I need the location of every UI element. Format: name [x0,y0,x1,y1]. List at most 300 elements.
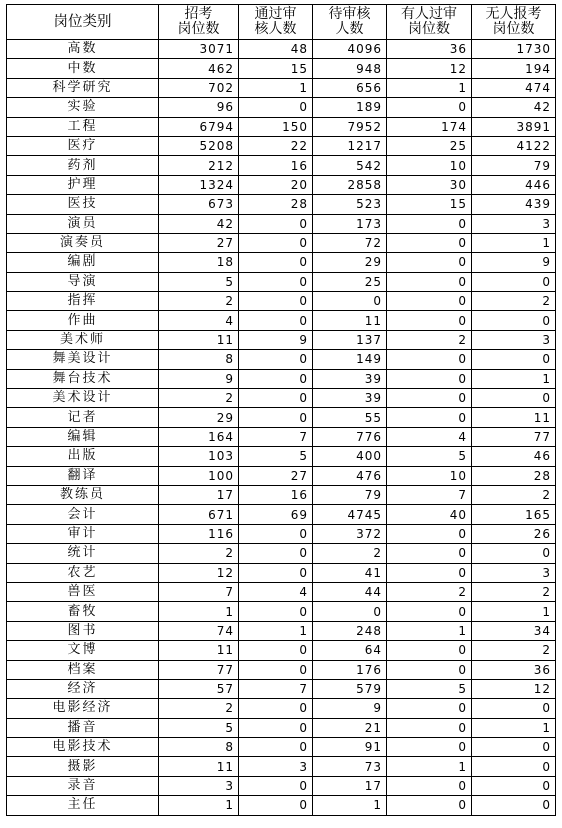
approved-positions-cell: 0 [387,524,472,543]
category-cell: 医技 [7,195,159,214]
positions-cell: 3071 [159,40,239,59]
no-applicant-positions-cell: 0 [472,272,556,291]
pending-cell: 137 [313,330,387,349]
table-row [7,602,556,621]
table-row [7,621,556,640]
pending-cell: 4745 [313,505,387,524]
no-applicant-positions-cell: 0 [472,699,556,718]
category-cell: 电影经济 [7,699,159,718]
category-cell: 审计 [7,524,159,543]
header-positions [159,5,239,40]
no-applicant-positions-cell: 34 [472,621,556,640]
category-cell: 舞台技术 [7,369,159,388]
approved-positions-cell: 0 [387,369,472,388]
pending-cell: 248 [313,621,387,640]
category-cell: 导演 [7,272,159,291]
pending-cell: 1217 [313,136,387,155]
approved-positions-cell: 0 [387,272,472,291]
approved-cell: 0 [239,292,313,311]
table-row [7,59,556,78]
category-cell: 会计 [7,505,159,524]
category-cell: 演员 [7,214,159,233]
pending-cell: 656 [313,78,387,97]
pending-cell: 476 [313,466,387,485]
no-applicant-positions-cell: 0 [472,776,556,795]
statistics-table [6,4,556,816]
approved-cell: 0 [239,718,313,737]
table-row [7,563,556,582]
table-row [7,311,556,330]
table-row [7,369,556,388]
approved-cell: 0 [239,272,313,291]
approved-cell: 0 [239,544,313,563]
approved-positions-cell: 0 [387,214,472,233]
approved-positions-cell: 0 [387,233,472,252]
no-applicant-positions-cell: 1 [472,369,556,388]
approved-positions-cell: 1 [387,78,472,97]
category-cell: 播音 [7,718,159,737]
approved-positions-cell: 0 [387,98,472,117]
positions-cell: 1 [159,602,239,621]
category-cell: 编剧 [7,253,159,272]
approved-positions-cell: 30 [387,175,472,194]
category-cell: 工程 [7,117,159,136]
approved-cell: 27 [239,466,313,485]
table-row [7,582,556,601]
approved-cell: 0 [239,408,313,427]
category-cell: 编辑 [7,427,159,446]
header-line: 岗位类别 [53,13,112,30]
pending-cell: 73 [313,757,387,776]
category-cell: 科学研究 [7,78,159,97]
approved-cell: 0 [239,660,313,679]
category-cell: 指挥 [7,292,159,311]
pending-cell: 776 [313,427,387,446]
pending-cell: 55 [313,408,387,427]
pending-cell: 25 [313,272,387,291]
approved-cell: 0 [239,214,313,233]
approved-positions-cell: 0 [387,544,472,563]
table-row [7,776,556,795]
category-cell: 兽医 [7,582,159,601]
table-row [7,233,556,252]
category-cell: 实验 [7,98,159,117]
header-pending [313,5,387,40]
no-applicant-positions-cell: 3 [472,214,556,233]
approved-positions-cell: 0 [387,641,472,660]
category-cell: 演奏员 [7,233,159,252]
pending-cell: 0 [313,292,387,311]
header-line: 岗位数 [408,21,450,37]
pending-cell: 11 [313,311,387,330]
no-applicant-positions-cell: 2 [472,582,556,601]
no-applicant-positions-cell: 0 [472,311,556,330]
table-row [7,117,556,136]
approved-cell: 0 [239,563,313,582]
positions-cell: 103 [159,447,239,466]
positions-cell: 1 [159,796,239,815]
category-cell: 出版 [7,447,159,466]
no-applicant-positions-cell: 2 [472,292,556,311]
positions-cell: 4 [159,311,239,330]
pending-cell: 39 [313,389,387,408]
pending-cell: 9 [313,699,387,718]
approved-positions-cell: 0 [387,718,472,737]
pending-cell: 2 [313,544,387,563]
no-applicant-positions-cell: 11 [472,408,556,427]
positions-cell: 2 [159,389,239,408]
positions-cell: 2 [159,544,239,563]
approved-cell: 9 [239,330,313,349]
approved-cell: 0 [239,253,313,272]
positions-cell: 5208 [159,136,239,155]
positions-cell: 462 [159,59,239,78]
approved-positions-cell: 25 [387,136,472,155]
no-applicant-positions-cell: 3 [472,563,556,582]
table-row [7,272,556,291]
no-applicant-positions-cell: 474 [472,78,556,97]
positions-cell: 8 [159,738,239,757]
category-cell: 畜牧 [7,602,159,621]
positions-cell: 17 [159,485,239,504]
no-applicant-positions-cell: 0 [472,757,556,776]
header-line: 岗位数 [177,21,220,37]
header-category [7,5,159,40]
header-line: 岗位数 [492,21,535,37]
positions-cell: 5 [159,718,239,737]
table-row [7,78,556,97]
approved-cell: 48 [239,40,313,59]
approved-cell: 69 [239,505,313,524]
positions-cell: 12 [159,563,239,582]
pending-cell: 17 [313,776,387,795]
table-row [7,718,556,737]
pending-cell: 523 [313,195,387,214]
positions-cell: 74 [159,621,239,640]
approved-positions-cell: 0 [387,350,472,369]
table-row [7,447,556,466]
pending-cell: 29 [313,253,387,272]
no-applicant-positions-cell: 26 [472,524,556,543]
pending-cell: 579 [313,679,387,698]
no-applicant-positions-cell: 2 [472,485,556,504]
header-line: 人数 [335,21,364,37]
approved-positions-cell: 0 [387,253,472,272]
approved-positions-cell: 5 [387,447,472,466]
positions-cell: 8 [159,350,239,369]
category-cell: 药剂 [7,156,159,175]
table-row [7,679,556,698]
no-applicant-positions-cell: 1730 [472,40,556,59]
table-row [7,544,556,563]
approved-positions-cell: 0 [387,389,472,408]
table-row [7,40,556,59]
positions-cell: 3 [159,776,239,795]
no-applicant-positions-cell: 194 [472,59,556,78]
pending-cell: 64 [313,641,387,660]
approved-cell: 22 [239,136,313,155]
approved-cell: 0 [239,233,313,252]
no-applicant-positions-cell: 77 [472,427,556,446]
positions-cell: 11 [159,641,239,660]
no-applicant-positions-cell: 0 [472,544,556,563]
category-cell: 文博 [7,641,159,660]
positions-cell: 702 [159,78,239,97]
category-cell: 中数 [7,59,159,78]
approved-positions-cell: 15 [387,195,472,214]
category-cell: 统计 [7,544,159,563]
pending-cell: 372 [313,524,387,543]
approved-cell: 0 [239,98,313,117]
no-applicant-positions-cell: 36 [472,660,556,679]
approved-cell: 0 [239,311,313,330]
no-applicant-positions-cell: 1 [472,602,556,621]
pending-cell: 2858 [313,175,387,194]
header-line: 待审核 [328,6,371,22]
pending-cell: 176 [313,660,387,679]
positions-cell: 5 [159,272,239,291]
no-applicant-positions-cell: 3 [472,330,556,349]
approved-cell: 1 [239,621,313,640]
approved-cell: 16 [239,485,313,504]
table-row [7,660,556,679]
approved-positions-cell: 12 [387,59,472,78]
approved-cell: 3 [239,757,313,776]
table-row [7,350,556,369]
table-row [7,524,556,543]
positions-cell: 212 [159,156,239,175]
approved-positions-cell: 0 [387,292,472,311]
approved-cell: 0 [239,350,313,369]
approved-cell: 0 [239,602,313,621]
positions-cell: 11 [159,330,239,349]
approved-positions-cell: 0 [387,408,472,427]
no-applicant-positions-cell: 46 [472,447,556,466]
approved-cell: 0 [239,641,313,660]
approved-cell: 0 [239,796,313,815]
approved-positions-cell: 0 [387,699,472,718]
table-row [7,641,556,660]
positions-cell: 116 [159,524,239,543]
no-applicant-positions-cell: 28 [472,466,556,485]
no-applicant-positions-cell: 439 [472,195,556,214]
pending-cell: 0 [313,602,387,621]
table-header [7,5,556,40]
table-row [7,175,556,194]
pending-cell: 542 [313,156,387,175]
no-applicant-positions-cell: 4122 [472,136,556,155]
table-row [7,796,556,815]
header-positions-with-approved [387,5,472,40]
approved-positions-cell: 5 [387,679,472,698]
positions-cell: 96 [159,98,239,117]
positions-cell: 2 [159,699,239,718]
positions-cell: 100 [159,466,239,485]
pending-cell: 91 [313,738,387,757]
positions-cell: 27 [159,233,239,252]
approved-cell: 7 [239,679,313,698]
approved-positions-cell: 1 [387,757,472,776]
approved-cell: 4 [239,582,313,601]
pending-cell: 39 [313,369,387,388]
approved-positions-cell: 7 [387,485,472,504]
pending-cell: 400 [313,447,387,466]
no-applicant-positions-cell: 3891 [472,117,556,136]
no-applicant-positions-cell: 0 [472,389,556,408]
header-line: 招考 [184,6,213,22]
positions-cell: 2 [159,292,239,311]
approved-cell: 0 [239,389,313,408]
category-cell: 记者 [7,408,159,427]
positions-cell: 18 [159,253,239,272]
positions-cell: 42 [159,214,239,233]
table-row [7,738,556,757]
table-row [7,330,556,349]
header-line: 有人过审 [401,6,457,22]
category-cell: 录音 [7,776,159,795]
pending-cell: 72 [313,233,387,252]
table-body [7,40,556,816]
no-applicant-positions-cell: 1 [472,233,556,252]
table-row [7,292,556,311]
approved-positions-cell: 0 [387,738,472,757]
table-row [7,136,556,155]
positions-cell: 671 [159,505,239,524]
approved-positions-cell: 36 [387,40,472,59]
category-cell: 电影技术 [7,738,159,757]
header-line: 核人数 [254,21,297,37]
table-row [7,505,556,524]
table-row [7,98,556,117]
category-cell: 摄影 [7,757,159,776]
category-cell: 教练员 [7,485,159,504]
category-cell: 翻译 [7,466,159,485]
pending-cell: 173 [313,214,387,233]
pending-cell: 1 [313,796,387,815]
approved-positions-cell: 4 [387,427,472,446]
approved-positions-cell: 174 [387,117,472,136]
approved-cell: 28 [239,195,313,214]
pending-cell: 149 [313,350,387,369]
no-applicant-positions-cell: 165 [472,505,556,524]
category-cell: 美术师 [7,330,159,349]
approved-positions-cell: 0 [387,602,472,621]
positions-cell: 77 [159,660,239,679]
positions-cell: 11 [159,757,239,776]
category-cell: 舞美设计 [7,350,159,369]
positions-cell: 9 [159,369,239,388]
positions-cell: 57 [159,679,239,698]
table-row [7,253,556,272]
positions-cell: 29 [159,408,239,427]
header-positions-no-applicants [472,5,556,40]
approved-positions-cell: 2 [387,330,472,349]
table-row [7,195,556,214]
category-cell: 主任 [7,796,159,815]
table-row [7,757,556,776]
category-cell: 作曲 [7,311,159,330]
no-applicant-positions-cell: 42 [472,98,556,117]
approved-cell: 1 [239,78,313,97]
pending-cell: 79 [313,485,387,504]
approved-cell: 5 [239,447,313,466]
approved-cell: 7 [239,427,313,446]
pending-cell: 4096 [313,40,387,59]
header-line: 无人报考 [485,6,542,22]
pending-cell: 948 [313,59,387,78]
table-row [7,427,556,446]
category-cell: 经济 [7,679,159,698]
table-row [7,408,556,427]
category-cell: 农艺 [7,563,159,582]
approved-cell: 0 [239,524,313,543]
positions-cell: 6794 [159,117,239,136]
table-row [7,156,556,175]
pending-cell: 21 [313,718,387,737]
category-cell: 高数 [7,40,159,59]
category-cell: 档案 [7,660,159,679]
table-row [7,389,556,408]
positions-cell: 673 [159,195,239,214]
no-applicant-positions-cell: 9 [472,253,556,272]
table-row [7,214,556,233]
pending-cell: 44 [313,582,387,601]
approved-positions-cell: 1 [387,621,472,640]
positions-cell: 1324 [159,175,239,194]
approved-cell: 15 [239,59,313,78]
positions-cell: 164 [159,427,239,446]
header-row [7,5,556,40]
header-line: 通过审 [254,6,297,22]
table-row [7,485,556,504]
header-approved [239,5,313,40]
approved-positions-cell: 10 [387,466,472,485]
positions-cell: 7 [159,582,239,601]
table-row [7,699,556,718]
approved-cell: 0 [239,699,313,718]
approved-cell: 16 [239,156,313,175]
approved-positions-cell: 0 [387,660,472,679]
approved-cell: 0 [239,776,313,795]
pending-cell: 7952 [313,117,387,136]
approved-cell: 0 [239,738,313,757]
approved-positions-cell: 0 [387,563,472,582]
category-cell: 美术设计 [7,389,159,408]
no-applicant-positions-cell: 0 [472,796,556,815]
no-applicant-positions-cell: 79 [472,156,556,175]
approved-positions-cell: 10 [387,156,472,175]
approved-cell: 150 [239,117,313,136]
approved-cell: 20 [239,175,313,194]
approved-positions-cell: 0 [387,776,472,795]
pending-cell: 41 [313,563,387,582]
approved-positions-cell: 2 [387,582,472,601]
table-row [7,466,556,485]
category-cell: 图书 [7,621,159,640]
no-applicant-positions-cell: 446 [472,175,556,194]
no-applicant-positions-cell: 0 [472,350,556,369]
approved-positions-cell: 0 [387,796,472,815]
no-applicant-positions-cell: 1 [472,718,556,737]
approved-cell: 0 [239,369,313,388]
approved-positions-cell: 0 [387,311,472,330]
approved-positions-cell: 40 [387,505,472,524]
no-applicant-positions-cell: 12 [472,679,556,698]
category-cell: 医疗 [7,136,159,155]
pending-cell: 189 [313,98,387,117]
no-applicant-positions-cell: 0 [472,738,556,757]
no-applicant-positions-cell: 2 [472,641,556,660]
